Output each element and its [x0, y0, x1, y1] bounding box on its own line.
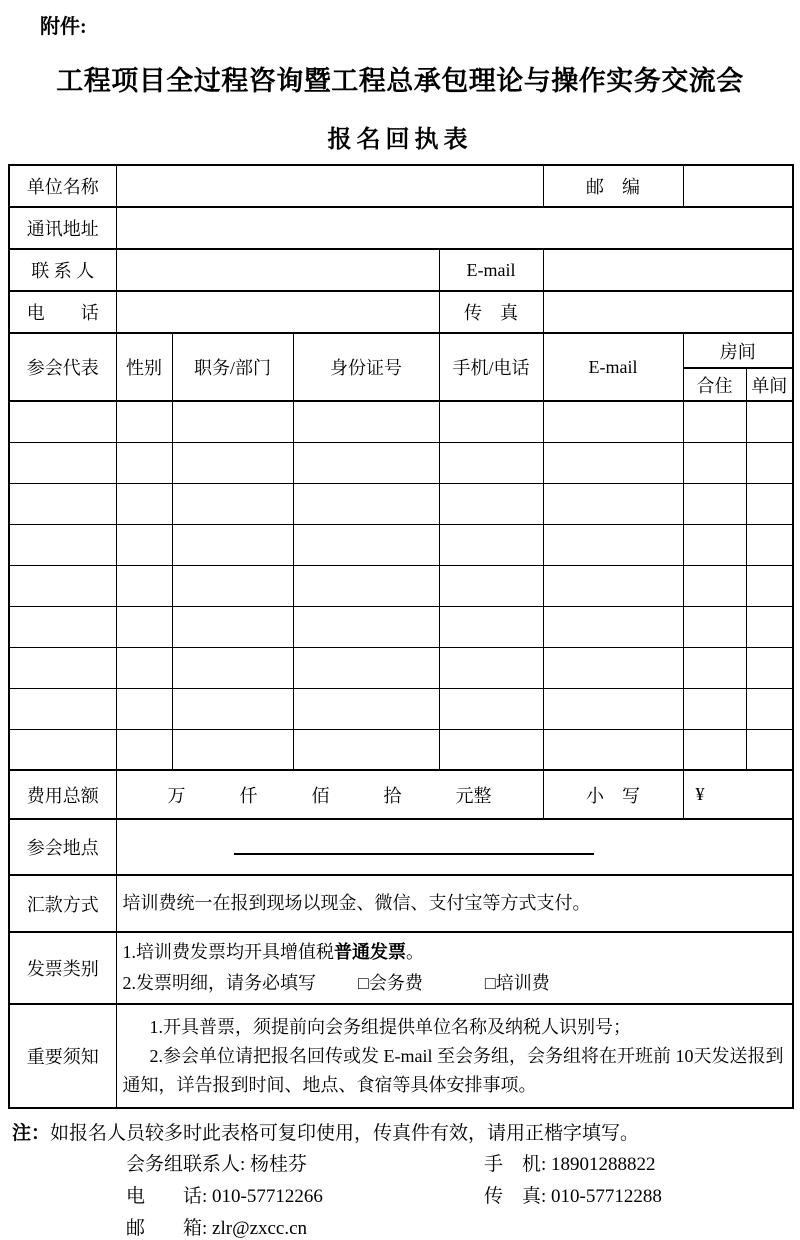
invoice-text — [116, 932, 793, 1004]
delegate-cell — [543, 606, 683, 647]
email-contact: 邮 箱: zlr@zxcc.cn — [126, 1218, 308, 1239]
delegate-cell — [293, 401, 439, 442]
delegate-cell — [746, 688, 793, 729]
delegate-cell — [439, 401, 543, 442]
important-notes-label: 重要须知 — [9, 1004, 116, 1108]
delegate-cell — [293, 606, 439, 647]
invoice-row — [9, 932, 793, 1004]
email-label: E-mail — [439, 249, 543, 291]
form-title: 报名回执表 — [327, 127, 473, 153]
delegate-cell — [116, 729, 172, 770]
email-header: E-mail — [543, 333, 683, 401]
delegate-row — [9, 606, 793, 647]
delegate-cell — [683, 729, 746, 770]
organizer-contact: 会务组联系人: 杨桂芬 — [126, 1154, 308, 1175]
delegate-cell — [9, 442, 116, 483]
footnote-label: 注： — [12, 1123, 51, 1144]
delegate-cell — [683, 401, 746, 442]
footnote-text: 如报名人员较多时此表格可复印使用，传真件有效，请用正楷字填写。 — [50, 1123, 640, 1144]
delegate-cell — [293, 729, 439, 770]
delegate-cell — [9, 688, 116, 729]
delegate-cell — [543, 524, 683, 565]
delegate-cell — [116, 401, 172, 442]
delegate-cell — [9, 565, 116, 606]
delegate-empty-rows — [9, 401, 793, 770]
phone-field — [116, 291, 439, 333]
invoice-line-1: 1.培训费发票均开具增值税普通发票。 — [122, 942, 424, 962]
footnote — [12, 1118, 800, 1145]
delegate-cell — [172, 647, 293, 688]
delegate-cell — [683, 606, 746, 647]
invoice-type-bold: 普通发票 — [334, 942, 406, 962]
postal-code-label: 邮 编 — [543, 165, 683, 207]
phone-contact: 电 话: 010-57712266 — [126, 1186, 323, 1207]
delegate-row — [9, 442, 793, 483]
contact-row — [9, 249, 793, 291]
attachment-label: 附件: — [40, 16, 87, 38]
delegate-cell — [543, 442, 683, 483]
delegate-cell — [293, 565, 439, 606]
room-header: 房间 — [683, 333, 793, 368]
delegate-cell — [543, 647, 683, 688]
delegate-cell — [9, 606, 116, 647]
delegate-cell — [746, 442, 793, 483]
gender-header: 性别 — [116, 333, 172, 401]
invoice-label: 发票类别 — [9, 932, 116, 1004]
delegate-cell — [683, 688, 746, 729]
postal-code-field — [683, 165, 793, 207]
delegate-cell — [172, 483, 293, 524]
delegate-cell — [9, 483, 116, 524]
delegate-row — [9, 688, 793, 729]
delegate-cell — [439, 729, 543, 770]
delegate-cell — [746, 524, 793, 565]
unit-name-field — [116, 165, 543, 207]
venue-row — [9, 819, 793, 875]
unit-name-label: 单位名称 — [9, 165, 116, 207]
delegate-cell — [293, 442, 439, 483]
delegate-cell — [746, 647, 793, 688]
room-shared-header: 合住 — [683, 368, 746, 401]
delegate-cell — [293, 524, 439, 565]
address-field — [116, 207, 793, 249]
delegate-cell — [439, 647, 543, 688]
delegates-header-row — [9, 333, 793, 368]
venue-fill-line — [234, 853, 594, 855]
delegate-cell — [683, 647, 746, 688]
currency-symbol: ¥ — [683, 770, 793, 819]
payment-row — [9, 875, 793, 932]
delegate-cell — [116, 483, 172, 524]
delegate-cell — [116, 565, 172, 606]
delegate-cell — [746, 401, 793, 442]
delegate-cell — [683, 442, 746, 483]
delegate-cell — [9, 729, 116, 770]
delegate-cell — [9, 524, 116, 565]
mobile-contact: 手 机: 18901288822 — [484, 1154, 656, 1175]
delegate-cell — [116, 647, 172, 688]
delegate-row — [9, 483, 793, 524]
delegate-header: 参会代表 — [9, 333, 116, 401]
delegate-cell — [9, 647, 116, 688]
delegate-cell — [172, 729, 293, 770]
important-notes-row — [9, 1004, 793, 1108]
delegate-cell — [172, 688, 293, 729]
contact-field — [116, 249, 439, 291]
delegate-cell — [746, 729, 793, 770]
delegate-cell — [683, 483, 746, 524]
phone-row — [9, 291, 793, 333]
delegate-cell — [683, 524, 746, 565]
amount-in-words: 万 仟 佰 拾 元整 — [116, 770, 543, 819]
registration-form-table — [8, 164, 794, 1109]
delegate-row — [9, 647, 793, 688]
delegate-cell — [439, 524, 543, 565]
delegate-cell — [116, 688, 172, 729]
id-number-header: 身份证号 — [293, 333, 439, 401]
delegate-cell — [293, 483, 439, 524]
address-row — [9, 207, 793, 249]
delegate-cell — [439, 565, 543, 606]
delegate-cell — [543, 729, 683, 770]
delegate-cell — [543, 565, 683, 606]
address-label: 通讯地址 — [9, 207, 116, 249]
delegate-cell — [172, 524, 293, 565]
fax-label: 传 真 — [439, 291, 543, 333]
payment-label: 汇款方式 — [9, 875, 116, 932]
delegate-cell — [543, 483, 683, 524]
delegate-cell — [9, 401, 116, 442]
delegate-row — [9, 401, 793, 442]
delegate-cell — [683, 565, 746, 606]
meeting-fee-checkbox: □会务费 — [358, 973, 423, 993]
delegate-row — [9, 729, 793, 770]
delegate-cell — [172, 442, 293, 483]
contact-block — [126, 1153, 800, 1240]
room-single-header: 单间 — [746, 368, 793, 401]
unit-name-row — [9, 165, 793, 207]
total-cost-label: 费用总额 — [9, 770, 116, 819]
payment-text: 培训费统一在报到现场以现金、微信、支付宝等方式支付。 — [116, 875, 793, 932]
delegate-cell — [746, 606, 793, 647]
lowercase-label: 小 写 — [543, 770, 683, 819]
delegate-row — [9, 565, 793, 606]
training-fee-checkbox: □培训费 — [484, 973, 550, 993]
notes-paragraph-2: 2.参会单位请把报名回传或发 E-mail 至会务组，会务组将在开班前 10天发送报到通知，详告报到时间、地点、食宿等具体安排事项。 — [122, 1045, 784, 1095]
delegate-cell — [116, 442, 172, 483]
email-field — [543, 249, 793, 291]
delegate-cell — [746, 565, 793, 606]
fax-contact: 传 真: 010-57712288 — [484, 1186, 662, 1207]
delegate-cell — [172, 565, 293, 606]
delegate-cell — [543, 688, 683, 729]
delegate-cell — [439, 442, 543, 483]
delegate-cell — [293, 688, 439, 729]
delegate-cell — [543, 401, 683, 442]
document-title: 工程项目全过程咨询暨工程总承包理论与操作实务交流会 — [56, 66, 744, 96]
delegate-cell — [439, 483, 543, 524]
delegate-cell — [746, 483, 793, 524]
document-page — [0, 10, 800, 1240]
phone-label: 电 话 — [9, 291, 116, 333]
contact-label: 联 系 人 — [9, 249, 116, 291]
invoice-line-2: 2.发票明细，请务必填写 □会务费 □培训费 — [122, 973, 550, 993]
delegate-cell — [439, 606, 543, 647]
total-cost-row — [9, 770, 793, 819]
important-notes-text — [116, 1004, 793, 1108]
delegate-cell — [116, 606, 172, 647]
delegate-cell — [439, 688, 543, 729]
fax-field — [543, 291, 793, 333]
delegate-cell — [172, 401, 293, 442]
delegate-row — [9, 524, 793, 565]
mobile-header: 手机/电话 — [439, 333, 543, 401]
delegate-cell — [116, 524, 172, 565]
delegate-cell — [293, 647, 439, 688]
venue-field — [116, 819, 793, 875]
position-header: 职务/部门 — [172, 333, 293, 401]
notes-paragraph-1: 1.开具普票，须提前向会务组提供单位名称及纳税人识别号； — [149, 1016, 631, 1037]
delegate-cell — [172, 606, 293, 647]
venue-label: 参会地点 — [9, 819, 116, 875]
